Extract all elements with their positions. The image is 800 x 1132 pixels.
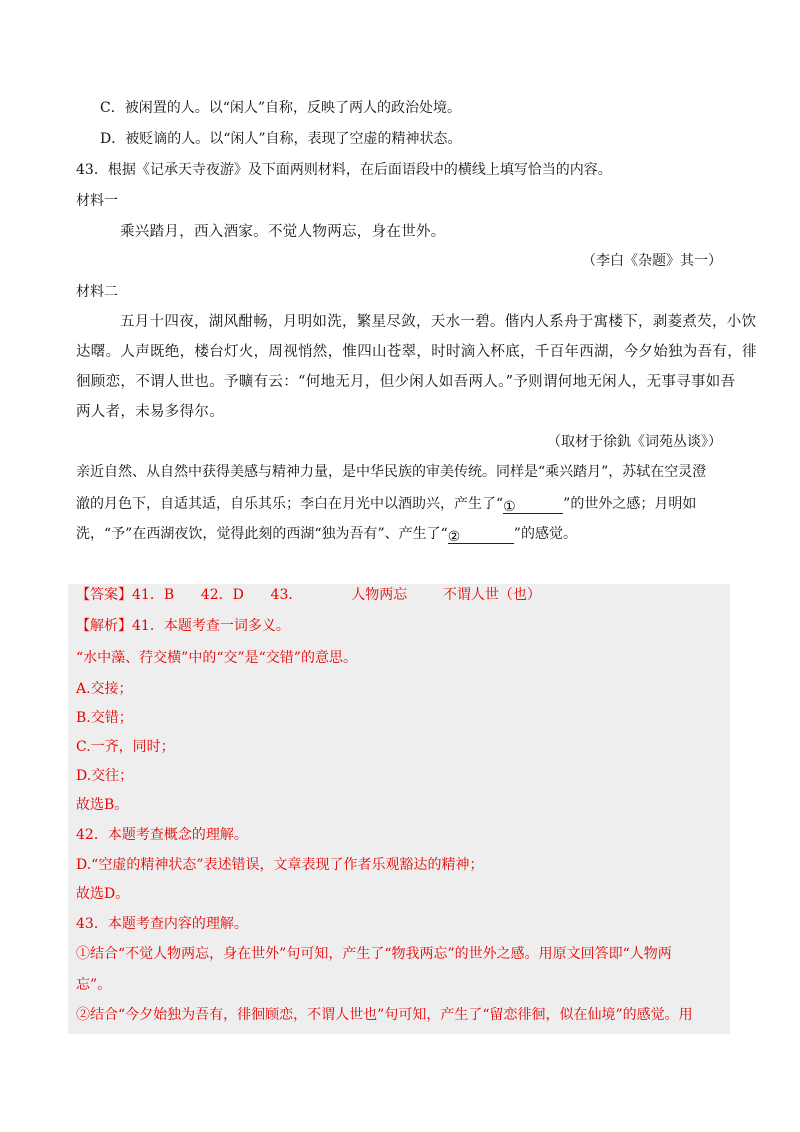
material1-label: 材料一 [76, 193, 118, 209]
analysis-line: 忘”。 [76, 977, 112, 993]
material2-line: 徊顾恋，不谓人世也。予曠有云：“何地无月，但少闲人如吾两人。”予则谓何地无闲人，无事寻事如吾 [76, 374, 736, 390]
passage-text: ”的世外之感；月明如 [563, 496, 697, 512]
analysis-line [76, 616, 290, 636]
analysis-text: 41．本题考查一词多义。 [132, 618, 290, 634]
option-c: C．被闲置的人。以“闲人”自称，反映了两人的政治处境。 [100, 100, 462, 116]
analysis-line: D.交往； [76, 768, 134, 784]
passage-line [76, 494, 696, 514]
analysis-line: 42．本题考查概念的理解。 [76, 827, 248, 843]
analysis-line: 故选B。 [76, 797, 129, 813]
analysis-line: A.交接； [76, 681, 133, 697]
material2-source: （取材于徐釚《词苑丛谈》） [547, 434, 722, 450]
answer-blank-2 [448, 527, 514, 544]
passage-line [76, 524, 577, 544]
analysis-line: ②结合“今夕始独为吾有，徘徊顾恋，不谓人世也”句可知，产生了“留恋徘徊，似在仙境”的感觉。用 [76, 1007, 693, 1023]
material2-line: 五月十四夜，湖风酣畅，月明如洗，繁星尽敛，天水一碧。偕内人系舟于寓楼下，剥菱煮芡，小饮 [120, 314, 757, 330]
analysis-line: ①结合“不觉人物两忘，身在世外”句可知，产生了“物我两忘”的世外之感。用原文回答即“人物两 [76, 946, 672, 962]
passage-text: 洗，“予”在西湖夜饮，觉得此刻的西湖“独为吾有”、产生了“ [76, 526, 448, 542]
material1-text: 乘兴踏月，西入酒家。不觉人物两忘，身在世外。 [120, 224, 446, 240]
analysis-tag: 【解析】 [76, 618, 132, 634]
answer-tag: 【答案】 [76, 587, 132, 603]
answer-text: 41．B 42．D 43． 人物两忘 不谓人世（也） [132, 587, 541, 603]
material2-line: 两人者，未易多得尔。 [76, 404, 224, 420]
passage-line: 亲近自然、从自然中获得美感与精神力量，是中华民族的审美传统。同样是“乘兴踏月”，苏轼在空灵澄 [76, 464, 707, 480]
material2-label: 材料二 [76, 284, 118, 300]
passage-text: 澈的月色下，自适其适，自乐其乐；李白在月光中以酒助兴，产生了“ [76, 496, 504, 512]
analysis-line: C.一齐，同时； [76, 739, 175, 755]
blank-number: ① [503, 499, 516, 515]
option-d: D．被贬谪的人。以“闲人”自称，表现了空虚的精神状态。 [100, 131, 462, 147]
analysis-line: 43．本题考查内容的理解。 [76, 916, 248, 932]
question-43-stem: 43．根据《记承天寺夜游》及下面两则材料，在后面语段中的横线上填写恰当的内容。 [76, 162, 612, 178]
blank-number: ② [447, 529, 461, 545]
material2-line: 达曙。人声既绝，楼台灯火，周视悄然，惟四山苍翠，时时滴入杯底，千百年西湖，今夕始独为吾有，徘 [76, 344, 757, 360]
analysis-line: D.“空虚的精神状态”表述错误，文章表现了作者乐观豁达的精神； [76, 857, 484, 873]
answer-blank-1 [503, 497, 563, 514]
analysis-line: B.交错； [76, 710, 133, 726]
analysis-line: 故选D。 [76, 886, 130, 902]
answer-line [76, 585, 541, 605]
analysis-line: “水中藻、荇交横”中的“交”是“交错”的意思。 [76, 650, 357, 666]
material1-source: （李白《杂题》其一） [582, 253, 722, 269]
passage-text: ”的感觉。 [513, 526, 577, 542]
